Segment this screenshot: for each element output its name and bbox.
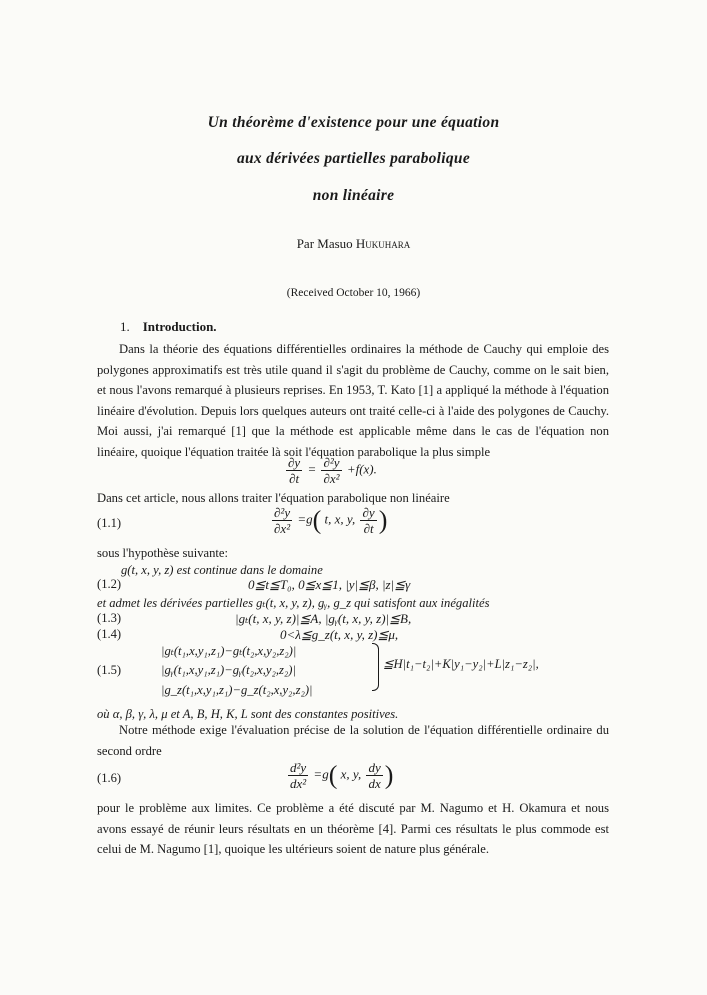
author-surname: Hukuhara xyxy=(355,236,411,251)
text-derivatives: et admet les dérivées partielles gₜ(t, x, y, z), gᵧ, g_z qui satisfont aux inégalités xyxy=(97,596,490,610)
equation-1-4: 0<λ≦g_z(t, x, y, z)≦μ, xyxy=(280,627,399,642)
equation-1-1: $\frac{\text{∂²y}}{\text{∂x²}}$ =g( t, x, y, $\frac{\partial y}{\partial t}$ ) xyxy=(274,505,388,536)
title-line-3: non linéaire xyxy=(312,187,395,204)
text-constants: où α, β, γ, λ, μ et A, B, H, K, L sont des constantes positives. xyxy=(97,707,399,721)
text-hypothesis: sous l'hypothèse suivante: xyxy=(97,546,228,560)
eq-1-2-number: (1.2) xyxy=(97,577,122,591)
eq-1-5-row-1: |gₜ(t₁,x,y₁,z₁)−gₜ(t₂,x,y₂,z₂)| xyxy=(161,644,297,658)
eq-1-6-number: (1.6) xyxy=(97,771,122,785)
section-heading xyxy=(120,319,217,335)
eq-1-5-number: (1.5) xyxy=(97,663,122,677)
right-brace xyxy=(372,643,379,691)
eq-1-1-number: (1.1) xyxy=(97,516,122,530)
eq-simple-lhs: $\frac{\partial y}{\partial t}$ xyxy=(288,455,301,486)
eq-simple-rhs: $\frac{\text{∂²y}}{\text{∂x²}}$ xyxy=(323,455,340,486)
intro-paragraph: Dans la théorie des équations différentielles ordinaires la méthode de Cauchy qui emploie des polygones approximatifs est très utile quand il s'agit du problème de Cauchy, comme on le sait bien, et nous l'avons remarqué à plusieurs reprises. En 1953, T. Kato [1] a appliqué la méthode à l'équation linéaire d'évolution. Depuis lors quelques auteurs ont traité celle-ci à l'aide des polygones de Cauchy. Moi aussi, j'ai remarqué [1] que la méthode est applicable même dans le cas de l'équation non linéaire, quoique l'équation traitée là soit l'équation parabolique la plus simple xyxy=(97,342,609,459)
author-line xyxy=(0,236,707,252)
equation-1-3: |gₜ(t, x, y, z)|≦A, |gᵧ(t, x, y, z)|≦B, xyxy=(235,611,412,626)
eq-1-3-number: (1.3) xyxy=(97,611,122,625)
equation-1-6: $\frac{\text{d²y}}{\text{dx²}}$ =g( x, y, $\frac{dy}{dx}$ ) xyxy=(290,760,394,791)
eq-1-5-row-2: |gᵧ(t₁,x,y₁,z₁)−gᵧ(t₂,x,y₂,z₂)| xyxy=(161,663,296,677)
section-number: 1. xyxy=(120,319,130,334)
section-title: Introduction. xyxy=(142,319,217,334)
eq-1-4-number: (1.4) xyxy=(97,627,122,641)
equation-simple: $\frac{\partial y}{\partial t}$ = $\frac{\text{∂²y}}{\text{∂x²}}$ +f(x). xyxy=(288,455,377,486)
eq-1-5-right: ≦H|t₁−t₂|+K|y₁−y₂|+L|z₁−z₂|, xyxy=(383,657,539,671)
text-continuous: g(t, x, y, z) est continue dans le domaine xyxy=(121,563,323,577)
equation-1-2: 0≦t≦T₀, 0≦x≦1, |y|≦β, |z|≦γ xyxy=(248,577,411,592)
received-date: (Received October 10, 1966) xyxy=(286,287,421,299)
author-prefix: Par Masuo xyxy=(296,236,353,251)
eq-1-5-row-3: |g_z(t₁,x,y₁,z₁)−g_z(t₂,x,y₂,z₂)| xyxy=(161,683,313,697)
title-line-1: Un théorème d'existence pour une équation xyxy=(207,114,500,131)
text-article: Dans cet article, nous allons traiter l'équation parabolique non linéaire xyxy=(97,491,450,505)
title-line-2: aux dérivées partielles parabolique xyxy=(236,150,471,167)
text-method: Notre méthode exige l'évaluation précise de la solution de l'équation différentielle ordinaire du second ordre xyxy=(97,723,609,758)
final-paragraph: pour le problème aux limites. Ce problème a été discuté par M. Nagumo et H. Okamura et nous avons essayé de réunir leurs résultats en un théorème [4]. Parmi ces résultats le plus commode est celui de M. Nagumo [1], quoique les ultérieurs soient de nature plus générale. xyxy=(97,801,609,856)
